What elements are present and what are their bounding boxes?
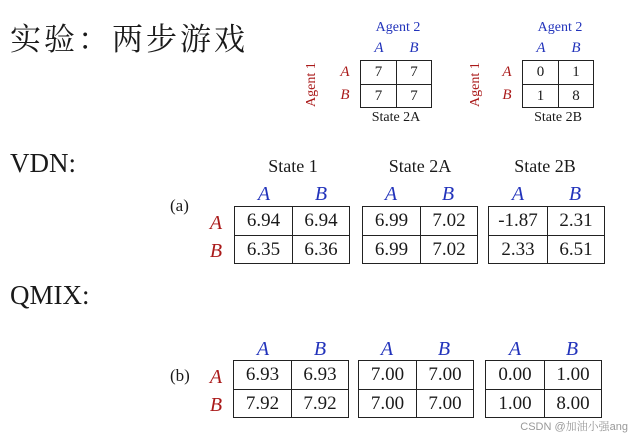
cell: 6.94: [246, 210, 281, 231]
cell: 7: [374, 64, 383, 80]
page-title: 实验：两步游戏: [10, 22, 248, 58]
state-header: State 2B: [514, 156, 576, 176]
cell: 7.00: [416, 361, 473, 389]
qmix-sub-label: (b): [170, 366, 190, 385]
cell: 6.94: [292, 207, 349, 235]
agent1-label: Agent 1: [304, 62, 319, 107]
row-label: B: [209, 240, 223, 262]
row-label: A: [502, 64, 512, 80]
col-label: B: [441, 183, 455, 205]
cell: 1.00: [544, 361, 601, 389]
col-label: A: [380, 338, 394, 360]
cell: 6.99: [363, 235, 420, 263]
state-header: State 2A: [388, 156, 452, 176]
col-label: A: [511, 183, 525, 205]
cell: 6.99: [374, 210, 409, 231]
row-label: B: [502, 87, 512, 103]
agent1-label: Agent 1: [468, 62, 483, 107]
cell: 8.00: [544, 389, 601, 417]
col-label: A: [257, 183, 271, 205]
vdn-table-state-2a: [362, 206, 478, 264]
vdn-section-title: VDN:: [10, 148, 76, 178]
vdn-sub-label: (a): [170, 196, 189, 215]
cell: 7.02: [420, 207, 477, 235]
cell: 1: [523, 84, 558, 107]
vdn-table-state-1: [234, 206, 350, 264]
col-label: B: [314, 183, 328, 205]
cell: 6.35: [235, 235, 292, 263]
col-label: B: [313, 338, 327, 360]
cell: 8: [558, 84, 593, 107]
cell: 2.33: [489, 235, 547, 263]
cell: 6.93: [291, 361, 348, 389]
cell: 2.31: [547, 207, 604, 235]
cell: 0: [536, 64, 545, 80]
cell: 7.92: [234, 389, 291, 417]
row-label: A: [209, 366, 223, 388]
payoff-grid: [360, 60, 432, 108]
col-label: B: [437, 338, 451, 360]
row-label: B: [340, 87, 350, 103]
col-label: A: [508, 338, 522, 360]
cell: 6.36: [292, 235, 349, 263]
table-caption: State 2A: [371, 110, 421, 125]
cell: 1.00: [486, 389, 544, 417]
col-label: B: [571, 40, 581, 56]
col-label: A: [256, 338, 270, 360]
row-label: A: [340, 64, 350, 80]
state-header: State 1: [268, 156, 318, 176]
qmix-table-state-2b: [485, 360, 602, 418]
agent2-label: Agent 2: [375, 20, 421, 35]
col-label: A: [374, 40, 384, 56]
cell: 1: [558, 61, 593, 84]
cell: 0.00: [498, 364, 532, 385]
col-label: B: [409, 40, 419, 56]
watermark: CSDN @加油小强ang: [520, 421, 628, 433]
cell: 6.51: [547, 235, 604, 263]
cell: 7.00: [370, 364, 405, 385]
qmix-section-title: QMIX:: [10, 280, 90, 310]
qmix-table-state-1: [233, 360, 349, 418]
cell: 6.93: [245, 364, 280, 385]
payoff-grid: [522, 60, 594, 108]
agent2-label: Agent 2: [537, 20, 583, 35]
vdn-table-state-2b: [488, 206, 605, 264]
qmix-table-state-2a: [358, 360, 474, 418]
cell: 7.00: [359, 389, 416, 417]
cell: 7: [361, 84, 396, 107]
row-label: A: [209, 212, 223, 234]
table-caption: State 2B: [534, 110, 582, 125]
cell: 7.00: [416, 389, 473, 417]
cell: 7: [396, 84, 431, 107]
col-label: A: [384, 183, 398, 205]
cell: -1.87: [498, 210, 538, 231]
col-label: B: [565, 338, 579, 360]
cell: 7: [396, 61, 431, 84]
row-label: B: [209, 394, 223, 416]
cell: 7.02: [420, 235, 477, 263]
col-label: B: [568, 183, 582, 205]
col-label: A: [536, 40, 546, 56]
cell: 7.92: [291, 389, 348, 417]
